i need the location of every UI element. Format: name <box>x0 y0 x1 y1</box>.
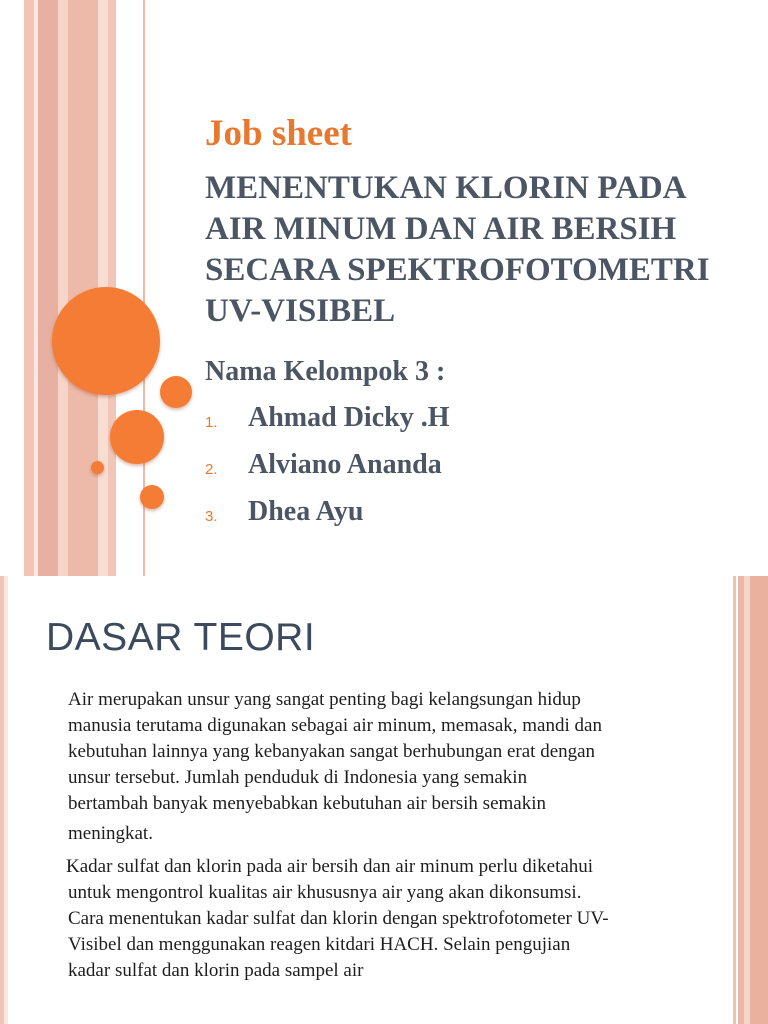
decor-stripe <box>58 0 68 576</box>
list-number: 2. <box>205 461 218 478</box>
paragraph-line: meningkat. <box>68 823 153 844</box>
paragraph-line: Kadar sulfat dan klorin pada air bersih dan air minum perlu diketahui <box>66 856 594 877</box>
paragraph-line: untuk mengontrol kualitas air khususnya air yang akan dikonsumsi. <box>68 882 582 903</box>
decor-stripe <box>24 0 34 576</box>
list-number: 1. <box>205 414 218 431</box>
decor-circle <box>140 485 164 509</box>
decor-circle <box>160 376 192 408</box>
paragraph-line: unsur tersebut. Jumlah penduduk di Indonesia yang semakin <box>68 767 528 788</box>
decor-circle-small <box>91 461 104 474</box>
subtitle-line: SECARA SPEKTROFOTOMETRI <box>205 252 710 288</box>
member-name: Dhea Ayu <box>248 496 364 527</box>
subtitle-line: AIR MINUM DAN AIR BERSIH <box>205 211 677 247</box>
slide-subtitle <box>205 168 768 332</box>
paragraph-line: kebutuhan lainnya yang kebanyakan sangat berhubungan erat dengan <box>68 741 596 762</box>
paragraph-line: manusia terutama digunakan sebagai air minum, memasak, mandi dan <box>68 715 602 736</box>
list-number: 3. <box>205 508 218 525</box>
slide-title-text: Job sheet <box>205 113 352 154</box>
member-name: Ahmad Dicky .H <box>248 402 450 433</box>
section-heading: DASAR TEORI <box>46 616 316 659</box>
decor-circle-medium <box>110 410 164 464</box>
paragraph <box>68 854 609 984</box>
paragraph-line: Air merupakan unsur yang sangat penting bagi kelangsungan hidup <box>68 689 581 710</box>
subtitle-line: MENENTUKAN KLORIN PADA <box>205 170 687 206</box>
paragraph-line: Visibel dan menggunakan reagen kitdari HACH. Selain pengujian <box>68 934 571 955</box>
decor-stripe <box>4 576 8 1024</box>
decor-stripe <box>733 576 736 1024</box>
paragraph-line: Cara menentukan kadar sulfat dan klorin dengan spektrofotometer UV- <box>68 908 609 929</box>
decor-stripe <box>750 576 768 1024</box>
slide-dasar-teori <box>0 576 768 1024</box>
paragraph-line: bertambah banyak menyebabkan kebutuhan air bersih semakin <box>68 793 546 814</box>
subtitle-line: UV-VISIBEL <box>205 293 396 329</box>
group-label: Nama Kelompok 3 : <box>205 356 446 387</box>
member-name: Alviano Ananda <box>248 449 442 480</box>
paragraph-line: kadar sulfat dan klorin pada sampel air <box>68 960 364 981</box>
paragraph <box>68 687 602 847</box>
decor-circle-large <box>52 287 160 395</box>
decor-stripe <box>38 0 58 576</box>
